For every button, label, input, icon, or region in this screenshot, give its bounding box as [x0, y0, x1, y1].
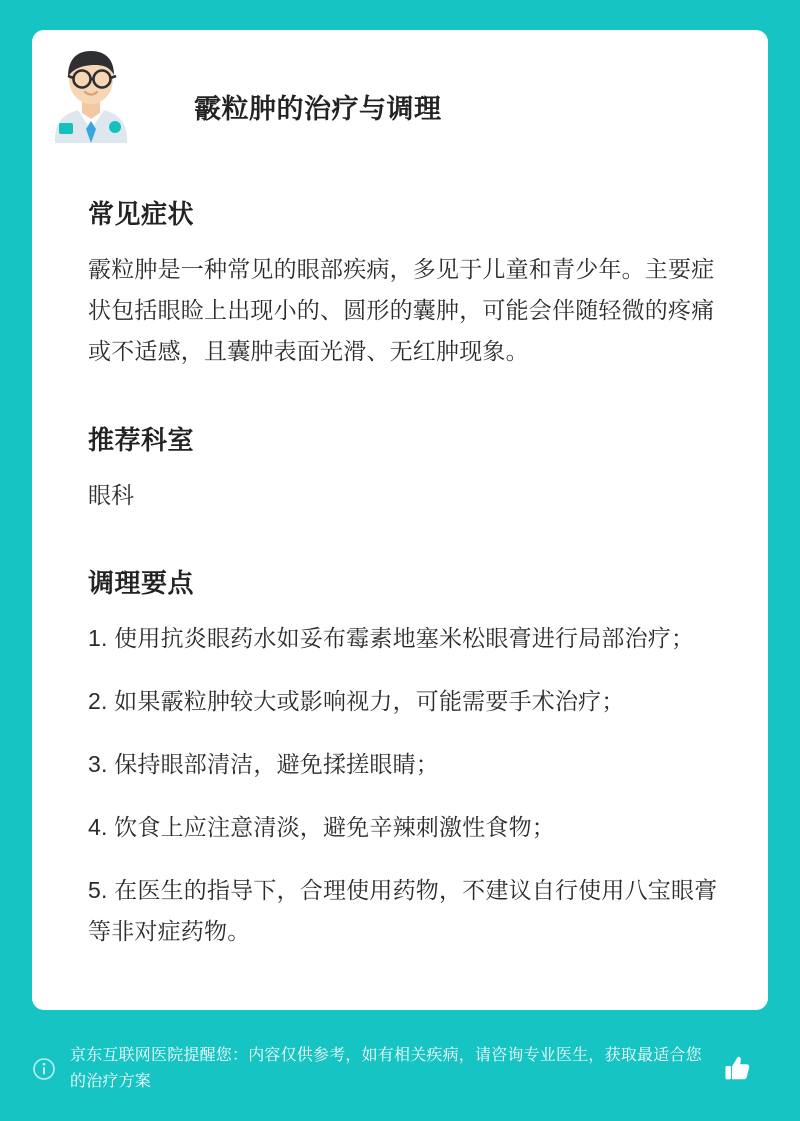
info-circle-icon	[32, 1057, 56, 1081]
section-heading-department: 推荐科室	[88, 425, 195, 455]
department-value: 眼科	[88, 482, 134, 508]
page-title: 霰粒肿的治疗与调理	[194, 94, 442, 124]
care-points-list	[68, 618, 732, 952]
footer-disclaimer-bar	[32, 1031, 768, 1107]
section-heading-symptoms: 常见症状	[88, 199, 195, 229]
content-card	[32, 30, 768, 1010]
section-heading-care: 调理要点	[88, 568, 195, 598]
list-item: 5. 在医生的指导下，合理使用药物，不建议自行使用八宝眼膏等非对症药物。	[88, 877, 718, 944]
list-item: 1. 使用抗炎眼药水如妥布霉素地塞米松眼膏进行局部治疗；	[88, 625, 695, 651]
list-item: 3. 保持眼部清洁，避免揉搓眼睛；	[88, 751, 439, 777]
list-item: 4. 饮食上应注意清淡，避免辛辣刺激性食物；	[88, 814, 555, 840]
doctor-avatar-icon	[37, 35, 145, 143]
disclaimer-text: 京东互联网医院提醒您：内容仅供参考，如有相关疾病，请咨询专业医生，获取最适合您的治疗方案	[70, 1047, 702, 1090]
list-item: 2. 如果霰粒肿较大或影响视力，可能需要手术治疗；	[88, 688, 625, 714]
symptoms-text: 霰粒肿是一种常见的眼部疾病，多见于儿童和青少年。主要症状包括眼睑上出现小的、圆形的囊肿，可能会伴随轻微的疼痛或不适感，且囊肿表面光滑、无红肿现象。	[88, 256, 715, 364]
thumbs-up-icon[interactable]	[720, 1051, 756, 1087]
